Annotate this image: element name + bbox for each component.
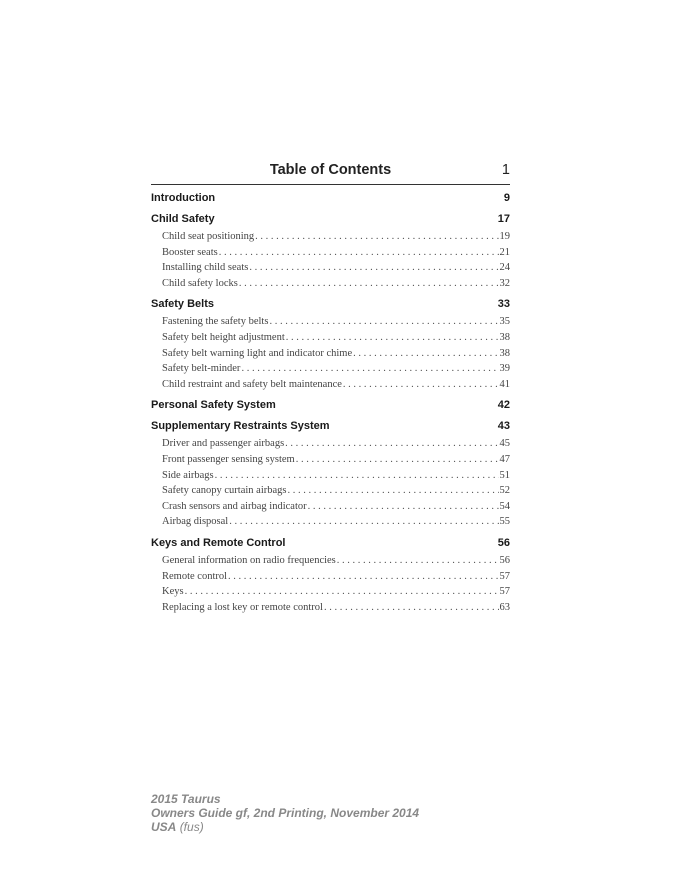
entry-title: Keys bbox=[162, 586, 184, 598]
toc-section-heading[interactable] bbox=[151, 397, 510, 413]
dot-leader bbox=[229, 514, 498, 530]
entry-title: Installing child seats bbox=[162, 262, 249, 274]
entry-page-number: 57 bbox=[499, 586, 510, 598]
entry-page-number: 32 bbox=[499, 277, 510, 289]
entry-page-number: 47 bbox=[499, 453, 510, 465]
entry-page-number: 63 bbox=[499, 601, 510, 613]
dot-leader bbox=[288, 483, 499, 499]
page-title: Table of Contents bbox=[269, 162, 392, 178]
dot-leader bbox=[255, 229, 498, 245]
entry-title: Crash sensors and airbag indicator bbox=[162, 500, 307, 512]
toc-entry[interactable] bbox=[151, 514, 510, 530]
toc-entry[interactable] bbox=[151, 346, 510, 362]
section-page-number: 43 bbox=[497, 420, 510, 433]
toc-entry[interactable] bbox=[151, 260, 510, 276]
section-page-number: 56 bbox=[497, 536, 510, 549]
toc-entry-list bbox=[151, 553, 510, 615]
toc-entry[interactable] bbox=[151, 569, 510, 585]
entry-page-number: 45 bbox=[499, 438, 510, 450]
dot-leader bbox=[308, 499, 499, 515]
dot-leader bbox=[249, 260, 498, 276]
section-page-number: 33 bbox=[497, 298, 510, 311]
toc-entry[interactable] bbox=[151, 600, 510, 616]
section-page-number: 9 bbox=[503, 192, 510, 204]
entry-title: Front passenger sensing system bbox=[162, 453, 295, 465]
toc-entry-list bbox=[151, 229, 510, 291]
dot-leader bbox=[353, 346, 498, 362]
entry-title: Side airbags bbox=[162, 469, 214, 481]
dot-leader bbox=[185, 584, 499, 600]
entry-title: Safety canopy curtain airbags bbox=[162, 485, 287, 497]
toc-entry[interactable] bbox=[151, 229, 510, 245]
section-title: Supplementary Restraints System bbox=[151, 420, 330, 433]
toc-section bbox=[151, 397, 510, 413]
dot-leader bbox=[215, 468, 499, 484]
entry-title: Fastening the safety belts bbox=[162, 316, 269, 328]
toc-entry-list bbox=[151, 314, 510, 392]
entry-title: Remote control bbox=[162, 570, 228, 582]
dot-leader bbox=[337, 553, 499, 569]
entry-title: General information on radio frequencies bbox=[162, 554, 336, 566]
entry-title: Safety belt-minder bbox=[162, 363, 241, 375]
toc-entry[interactable] bbox=[151, 483, 510, 499]
entry-page-number: 55 bbox=[499, 516, 510, 528]
section-title: Personal Safety System bbox=[151, 399, 276, 412]
entry-page-number: 35 bbox=[499, 316, 510, 328]
entry-title: Safety belt warning light and indicator chime bbox=[162, 347, 353, 359]
page-header bbox=[151, 162, 510, 185]
toc-section bbox=[151, 211, 510, 291]
toc-section-heading[interactable] bbox=[151, 211, 510, 227]
entry-page-number: 21 bbox=[499, 246, 510, 258]
entry-title: Replacing a lost key or remote control bbox=[162, 601, 323, 613]
toc-section-heading[interactable] bbox=[151, 190, 510, 206]
toc-section-heading[interactable] bbox=[151, 418, 510, 434]
toc-entry[interactable] bbox=[151, 553, 510, 569]
entry-page-number: 57 bbox=[499, 570, 510, 582]
entry-title: Airbag disposal bbox=[162, 516, 229, 528]
page-number: 1 bbox=[501, 162, 510, 178]
entry-title: Driver and passenger airbags bbox=[162, 438, 285, 450]
dot-leader bbox=[343, 377, 499, 393]
dot-leader bbox=[241, 361, 498, 377]
dot-leader bbox=[296, 452, 499, 468]
section-title: Keys and Remote Control bbox=[151, 536, 286, 549]
toc-entry[interactable] bbox=[151, 276, 510, 292]
entry-page-number: 24 bbox=[499, 262, 510, 274]
toc-entry[interactable] bbox=[151, 452, 510, 468]
table-of-contents bbox=[151, 190, 510, 615]
section-title: Child Safety bbox=[151, 213, 215, 225]
entry-page-number: 38 bbox=[499, 347, 510, 359]
section-page-number: 17 bbox=[497, 213, 510, 225]
toc-section bbox=[151, 535, 510, 615]
toc-entry[interactable] bbox=[151, 330, 510, 346]
toc-section-heading[interactable] bbox=[151, 296, 510, 312]
toc-section-heading[interactable] bbox=[151, 535, 510, 551]
footer-region-code: (fus) bbox=[179, 820, 204, 834]
dot-leader bbox=[269, 314, 498, 330]
document-footer bbox=[151, 792, 419, 834]
footer-model: 2015 Taurus bbox=[151, 792, 221, 806]
toc-entry[interactable] bbox=[151, 584, 510, 600]
section-title: Introduction bbox=[151, 192, 216, 204]
toc-entry[interactable] bbox=[151, 377, 510, 393]
section-page-number: 42 bbox=[497, 399, 510, 412]
entry-page-number: 52 bbox=[499, 485, 510, 497]
footer-region: USA (fus) bbox=[151, 820, 204, 834]
entry-page-number: 19 bbox=[499, 231, 510, 242]
dot-leader bbox=[219, 245, 499, 261]
toc-section bbox=[151, 296, 510, 392]
toc-section bbox=[151, 190, 510, 206]
dot-leader bbox=[239, 276, 499, 292]
entry-title: Child safety locks bbox=[162, 277, 238, 289]
toc-entry-list bbox=[151, 436, 510, 530]
entry-title: Booster seats bbox=[162, 246, 218, 258]
toc-section bbox=[151, 418, 510, 530]
entry-page-number: 39 bbox=[499, 363, 510, 375]
dot-leader bbox=[285, 436, 498, 452]
section-title: Safety Belts bbox=[151, 298, 214, 311]
toc-entry[interactable] bbox=[151, 314, 510, 330]
toc-entry[interactable] bbox=[151, 245, 510, 261]
entry-page-number: 38 bbox=[499, 331, 510, 343]
dot-leader bbox=[286, 330, 499, 346]
entry-page-number: 54 bbox=[499, 500, 510, 512]
dot-leader bbox=[228, 569, 498, 585]
entry-title: Child seat positioning bbox=[162, 231, 255, 242]
entry-page-number: 51 bbox=[499, 469, 510, 481]
footer-printing: Owners Guide gf, 2nd Printing, November 2014 bbox=[151, 806, 420, 820]
dot-leader bbox=[324, 600, 499, 616]
entry-title: Child restraint and safety belt maintenance bbox=[162, 378, 342, 390]
toc-entry[interactable] bbox=[151, 468, 510, 484]
toc-entry[interactable] bbox=[151, 361, 510, 377]
toc-entry[interactable] bbox=[151, 499, 510, 515]
entry-page-number: 41 bbox=[499, 378, 510, 390]
entry-page-number: 56 bbox=[499, 554, 510, 566]
entry-title: Safety belt height adjustment bbox=[162, 331, 285, 343]
toc-entry[interactable] bbox=[151, 436, 510, 452]
